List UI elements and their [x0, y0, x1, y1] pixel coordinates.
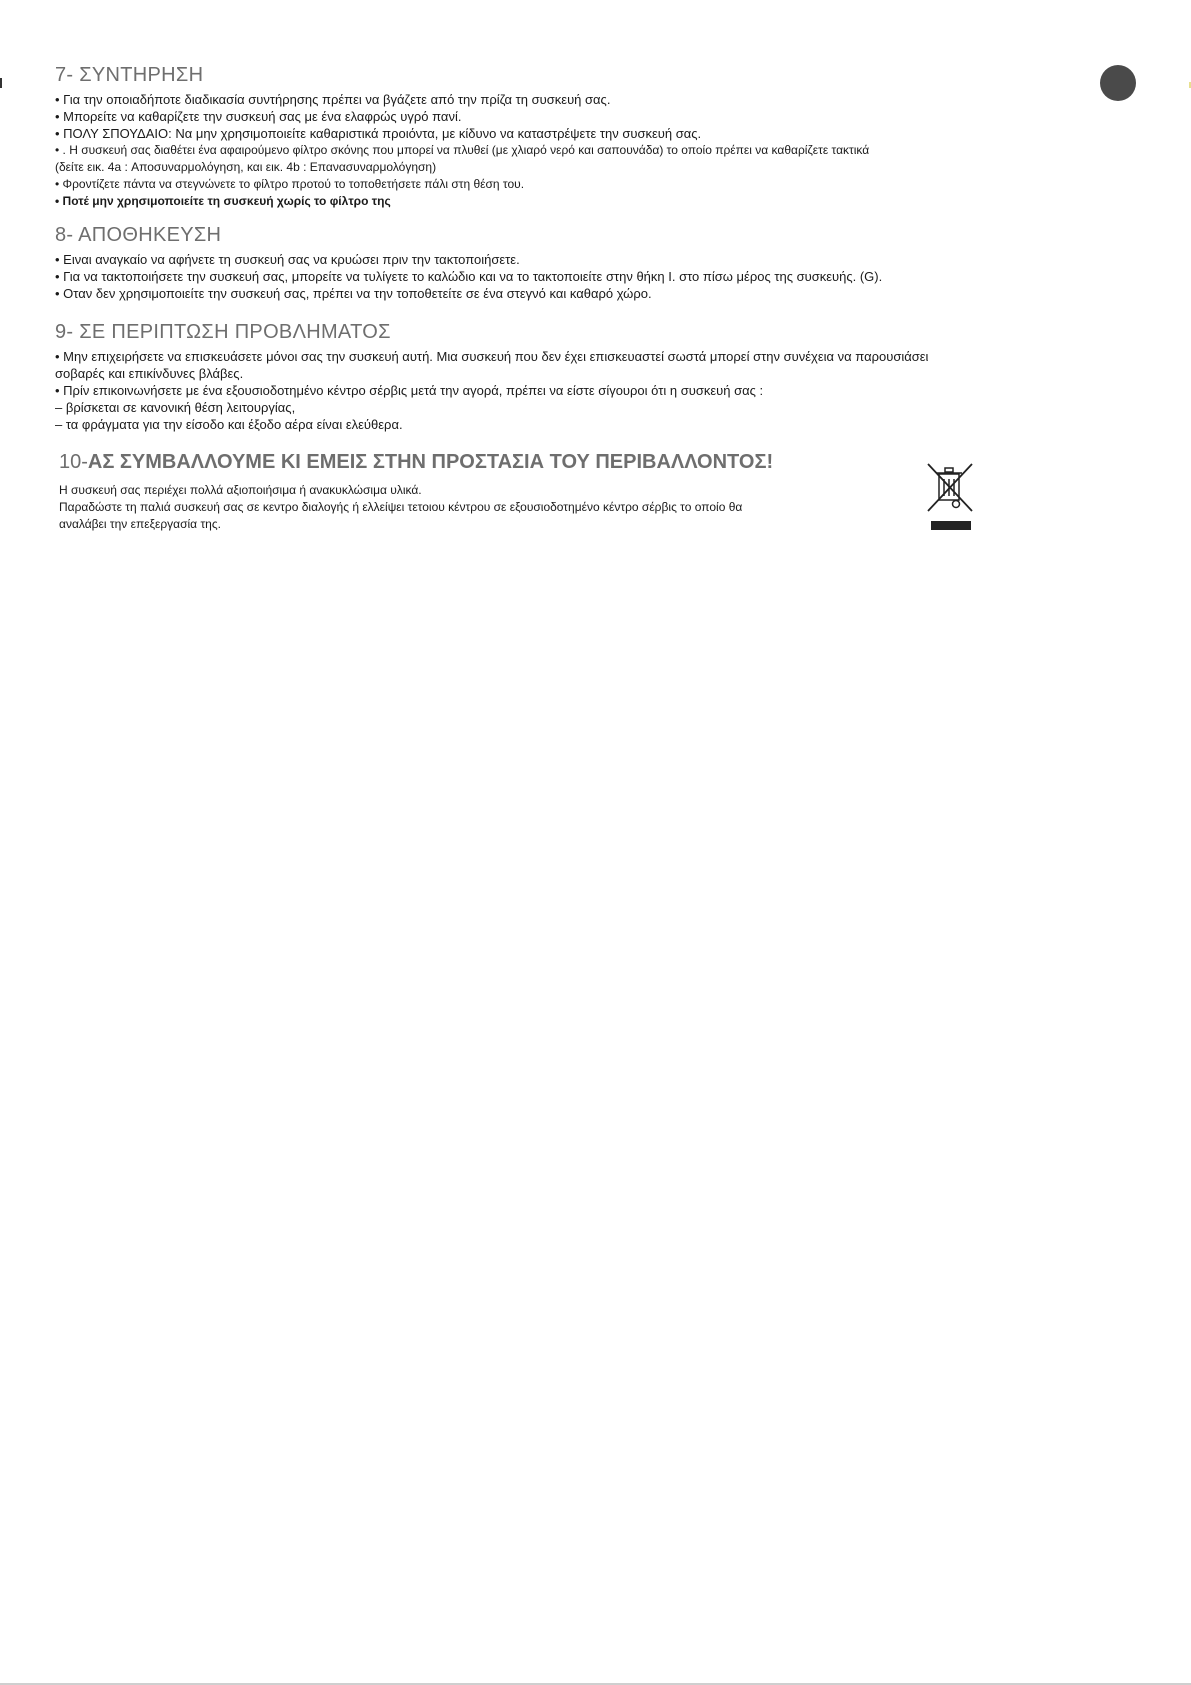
paragraph-line: • . Η συσκευή σας διαθέτει ένα αφαιρούμενο φίλτρο σκόνης που μπορεί να πλυθεί (με χλιαρό νερό και σαπουνάδα) το οποίο πρέπει να καθαρίζετε τακτικά	[55, 143, 870, 157]
section-troubleshooting	[55, 321, 1125, 433]
warning-line: • Ποτέ μην χρησιμοποιείτε τη συσκευή χωρίς το φίλτρο της	[55, 194, 391, 208]
paragraph-line: • Μπορείτε να καθαρίζετε την συσκευή σας με ένα ελαφρώς υγρό πανί.	[55, 109, 462, 124]
section-title-text: ΑΣ ΣΥΜΒΑΛΛΟΥΜΕ ΚΙ ΕΜΕΙΣ ΣΤΗΝ ΠΡΟΣΤΑΣΙΑ ΤΟΥ ΠΕΡΙΒΑΛΛΟΝΤΟΣ!	[87, 451, 774, 473]
paragraph-line: Παραδώστε τη παλιά συσκευή σας σε κεντρο διαλογής ή ελλείψει τετοιου κέντρου σε εξουσιοδοτημένο κέντρο σέρβις το οποίο θα	[59, 500, 743, 514]
section-title: 7- ΣΥΝΤΗΡΗΣΗ	[55, 64, 204, 86]
paragraph-line: • Για να τακτοποιήσετε την συσκευή σας, μπορείτε να τυλίγετε το καλώδιο και να το τακτοποιείτε στην θήκη I. στο πίσω μέρος της συσκευής. (G).	[55, 269, 883, 284]
section-title: 9- ΣΕ ΠΕΡΙΠΤΩΣΗ ΠΡΟΒΛΗΜΑΤΟΣ	[55, 321, 391, 343]
section-title	[59, 451, 919, 474]
paragraph-line: • Για την οποιαδήποτε διαδικασία συντήρησης πρέπει να βγάζετε από την πρίζα τη συσκευή σας.	[55, 92, 611, 107]
crossed-out-wheelie-bin-icon	[925, 462, 975, 532]
paragraph-line: σοβαρές και επικίνδυνες βλάβες.	[55, 366, 244, 381]
paragraph-line: αναλάβει την επεξεργασία της.	[59, 517, 221, 531]
paragraph-line: • Πρίν επικοινωνήσετε με ένα εξουσιοδοτημένο κέντρο σέρβις μετά την αγορά, πρέπει να είστε σίγουροι ότι η συσκευή σας :	[55, 383, 764, 398]
section-maintenance	[55, 64, 1125, 210]
paragraph-line: • Ειναι αναγκαίο να αφήνετε τη συσκευή σας να κρυώσει πριν την τακτοποιήσετε.	[55, 252, 520, 267]
paragraph-line: Η συσκευή σας περιέχει πολλά αξιοποιήσιμα ή ανακυκλώσιμα υλικά.	[59, 483, 422, 497]
section-environment	[59, 451, 919, 533]
paragraph-line: – τα φράγματα για την είσοδο και έξοδο αέρα είναι ελεύθερα.	[55, 417, 403, 432]
paragraph-line: • Οταν δεν χρησιμοποιείτε την συσκευή σας, πρέπει να την τοποθετείτε σε ένα στεγνό και καθαρό χώρο.	[55, 286, 652, 301]
paragraph-line: (δείτε εικ. 4a : Αποσυναρμολόγηση, και εικ. 4b : Επανασυναρμολόγηση)	[55, 160, 437, 174]
section-storage	[55, 224, 1125, 302]
section-title: 8- ΑΠΟΘΗΚΕΥΣΗ	[55, 224, 222, 246]
paragraph-line: • Μην επιχειρήσετε να επισκευάσετε μόνοι σας την συσκευή αυτή. Μια συσκευή που δεν έχει επισκευαστεί σωστά μπορεί στην συνέχεια να παρουσιάσει	[55, 349, 929, 364]
paragraph-line: – βρίσκεται σε κανονική θέση λειτουργίας,	[55, 400, 296, 415]
crop-mark-left	[0, 78, 2, 88]
paragraph-line: • Φροντίζετε πάντα να στεγνώνετε το φίλτρο προτού το τοποθετήσετε πάλι στη θέση του.	[55, 177, 525, 191]
paragraph-line: • ΠΟΛΥ ΣΠΟΥΔΑΙΟ: Να μην χρησιμοποιείτε καθαριστικά προιόντα, με κίδυνο να καταστρέψετε την συσκευή σας.	[55, 126, 702, 141]
section-number: 10-	[59, 451, 88, 473]
